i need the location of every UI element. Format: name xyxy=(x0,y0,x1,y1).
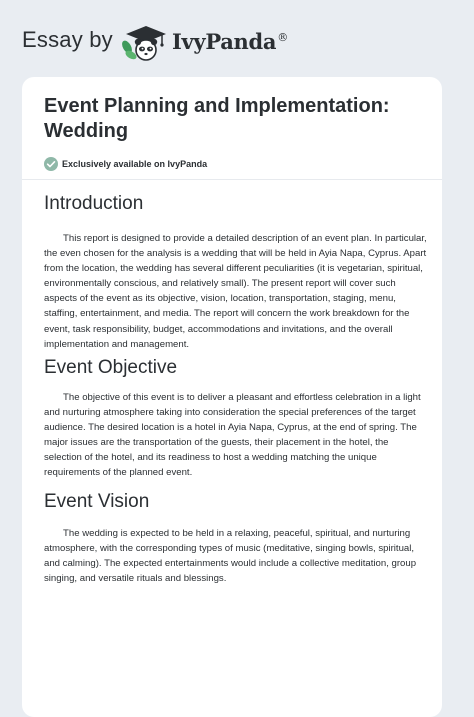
essay-by-label: Essay by xyxy=(22,27,113,52)
panda-graduation-cap-icon[interactable] xyxy=(118,22,170,62)
ivypanda-brand[interactable] xyxy=(172,29,288,54)
section-text-event-objective: The objective of this event is to deliver a pleasant and effortless celebration in a light and nurturing atmosphere taking into consideration the special preferences of the target audience. The desired location is a hotel in Ayia Napa, Cyprus, at the end of spring. The major issues are the transportation of the guests, their placement in the hotel, the selection of the hotel, and its readiness to host a wedding matching the unique requirements of the planned event. xyxy=(44,392,421,479)
exclusive-badge xyxy=(44,157,207,171)
section-heading-introduction: Introduction xyxy=(44,193,144,214)
section-text-event-vision: The wedding is expected to be held in a relaxing, peaceful, spiritual, and nurturing atmosphere, with the corresponding types of music (meditative, singing bowls, spiritual, and calming). The expected entertainments would include a collective meditation, group singing, and versatile rituals and blessings. xyxy=(44,528,417,585)
page-title: Event Planning and Implementation: Wedding xyxy=(44,95,390,142)
check-circle-icon xyxy=(44,157,58,171)
section-text-introduction: This report is designed to provide a detailed description of an event plan. In particular, the even chosen for the analysis is a wedding that will be held in Ayia Napa, Cyprus. Apart from the location, the wedding has several different peculiarities (it is vegetarian, spiritual, environmentally conscious, and relatively small). The present report will cover such aspects of the event as its objective, vision, location, transportation, staging, menu, staffing, entertainment, and media. The report will concern the work breakdown for the event, task responsibility, budget, accommodations and invitations, and the overall implementation and management. xyxy=(44,233,427,350)
site-header xyxy=(0,0,474,76)
exclusive-label: Exclusively available on IvyPanda xyxy=(62,159,208,169)
brand-text: IvyPanda xyxy=(172,29,277,54)
section-heading-event-vision: Event Vision xyxy=(44,491,150,512)
essay-card xyxy=(22,77,442,717)
divider xyxy=(22,179,442,180)
registered-mark: ® xyxy=(277,31,288,44)
section-heading-event-objective: Event Objective xyxy=(44,357,178,378)
